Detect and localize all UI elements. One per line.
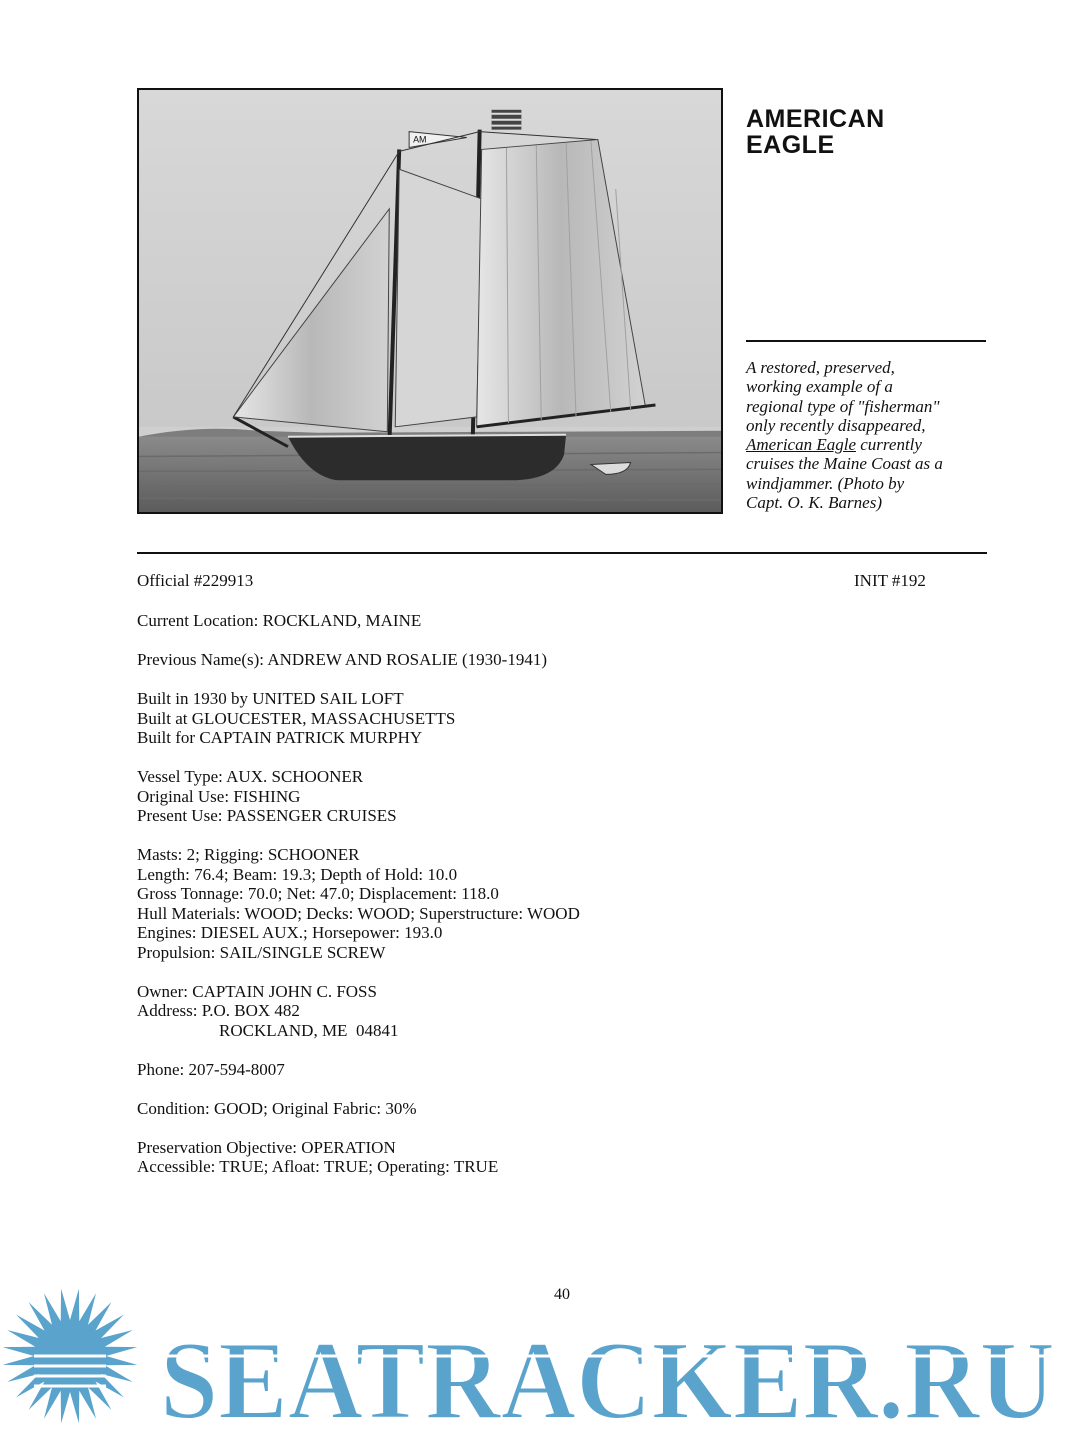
owner: Owner: CAPTAIN JOHN C. FOSS	[137, 981, 377, 1001]
title-line-1: AMERICAN	[746, 105, 885, 133]
foresail	[395, 169, 481, 427]
caption-line: working example of a	[746, 377, 893, 397]
caption-line	[746, 435, 996, 454]
caption-line: windjammer. (Photo by	[746, 473, 905, 493]
hull-materials: Hull Materials: WOOD; Decks: WOOD; Superstructure: WOOD	[137, 903, 580, 923]
caption-divider	[746, 340, 986, 342]
watermark-text: SEATRACKER.RU	[160, 1319, 1055, 1426]
caption-line: regional type of "fisherman"	[746, 396, 940, 416]
present-use: Present Use: PASSENGER CRUISES	[137, 806, 397, 825]
title-line-2: EAGLE	[746, 131, 835, 159]
phone: Phone: 207-594-8007	[137, 1059, 285, 1079]
vessel-type: Vessel Type: AUX. SCHOONER	[137, 767, 364, 786]
pennant-text: AM	[413, 134, 427, 145]
current-location: Current Location: ROCKLAND, MAINE	[137, 611, 422, 630]
seatracker-watermark	[0, 1276, 1080, 1426]
original-use: Original Use: FISHING	[137, 786, 301, 806]
caption-line-rest: currently	[856, 435, 922, 455]
preservation-objective: Preservation Objective: OPERATION	[137, 1137, 396, 1157]
vessel-record	[137, 611, 937, 1196]
page-number: 40	[554, 1286, 570, 1303]
condition: Condition: GOOD; Original Fabric: 30%	[137, 1098, 417, 1118]
vessel-title	[746, 106, 1046, 158]
masts-rigging: Masts: 2; Rigging: SCHOONER	[137, 845, 360, 864]
address-line-1: Address: P.O. BOX 482	[137, 1001, 300, 1020]
vessel-name-underlined: American Eagle	[746, 435, 856, 455]
address-line-2: ROCKLAND, ME 04841	[219, 1020, 399, 1040]
built-for: Built for CAPTAIN PATRICK MURPHY	[137, 728, 423, 747]
propulsion: Propulsion: SAIL/SINGLE SCREW	[137, 942, 386, 962]
schooner-illustration	[139, 90, 721, 512]
engines: Engines: DIESEL AUX.; Horsepower: 193.0	[137, 923, 443, 942]
built-in: Built in 1930 by UNITED SAIL LOFT	[137, 689, 404, 708]
accessibility-status: Accessible: TRUE; Afloat: TRUE; Operating: TRUE	[137, 1157, 499, 1176]
photo-caption	[746, 358, 996, 512]
hull	[288, 435, 566, 481]
sun-logo-icon	[3, 1289, 138, 1424]
section-divider	[137, 552, 987, 554]
built-at: Built at GLOUCESTER, MASSACHUSETTS	[137, 708, 456, 728]
dimensions: Length: 76.4; Beam: 19.3; Depth of Hold: 10.0	[137, 864, 458, 884]
init-number: INIT #192	[854, 571, 926, 590]
caption-line: only recently disappeared,	[746, 415, 926, 435]
caption-line: A restored, preserved,	[746, 358, 895, 377]
schooner-photo	[137, 88, 723, 514]
caption-line: Capt. O. K. Barnes)	[746, 493, 882, 513]
tonnage: Gross Tonnage: 70.0; Net: 47.0; Displacement: 118.0	[137, 884, 499, 903]
caption-line: cruises the Maine Coast as a	[746, 454, 943, 474]
previous-names: Previous Name(s): ANDREW AND ROSALIE (1930-1941)	[137, 650, 548, 669]
official-number: Official #229913	[137, 571, 254, 590]
